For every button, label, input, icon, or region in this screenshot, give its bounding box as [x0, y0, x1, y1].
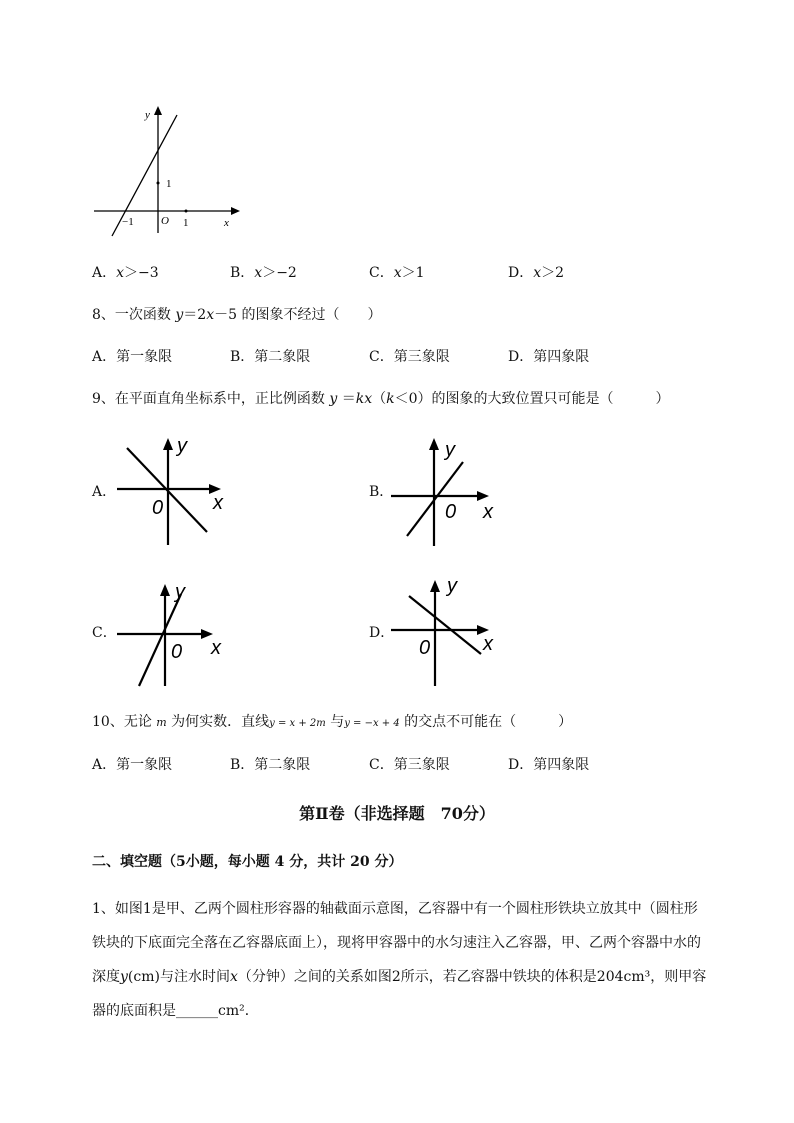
q7-option-b: B．x＞−2	[230, 265, 297, 281]
graph-b-x-label: x	[483, 501, 493, 523]
graph-c-y-arrow	[160, 584, 170, 596]
q10-option-b: B．第二象限	[230, 757, 311, 773]
q7-tick-x1	[185, 210, 188, 213]
graph-c-x-label: x	[211, 637, 221, 659]
graph-d-y-arrow	[430, 580, 440, 592]
q9-graph-d	[389, 574, 509, 690]
q9-option-d-label: D．	[369, 625, 395, 641]
q8-option-a: A．第一象限	[92, 349, 173, 365]
q9-graph-a	[115, 430, 235, 548]
problem-1-line-3: 深度y(cm)与注水时间x（分钟）之间的关系如图2所示，若乙容器中铁块的体积是204cm³，则甲容	[92, 969, 707, 985]
section-title: 第Ⅱ卷（非选择题 70分）	[299, 804, 495, 823]
problem-1-line-4: 器的底面积是______cm²．	[92, 1003, 259, 1019]
problem-1-text	[92, 892, 742, 1028]
graph-b-origin-label: 0	[445, 501, 457, 523]
graph-a-y-arrow	[163, 438, 173, 450]
q9-option-c-label: C．	[92, 625, 117, 641]
graph-d-y-label: y	[447, 575, 457, 597]
graph-c-y-label: y	[175, 581, 185, 603]
q8-option-d: D．第四象限	[508, 349, 590, 365]
graph-d-origin-label: 0	[419, 637, 431, 659]
q9-question: 9、在平面直角坐标系中，正比例函数 y ＝kx（k＜0）的图象的大致位置只可能是（ ）	[92, 391, 670, 407]
q10-option-d: D．第四象限	[508, 757, 590, 773]
q9-option-a-label: A．	[92, 484, 117, 500]
q8-question: 8、一次函数 y＝2x－5 的图象不经过（ ）	[92, 307, 382, 323]
q7-y-label: y	[145, 109, 150, 121]
graph-a-y-label: y	[177, 435, 187, 457]
graph-b-x-arrow	[477, 491, 489, 501]
q9-graph-c	[115, 578, 235, 690]
fill-in-heading: 二、填空题（5小题，每小题 4 分，共计 20 分）	[92, 854, 403, 870]
q10-option-a: A．第一象限	[92, 757, 173, 773]
graph-d-x-label: x	[483, 633, 493, 655]
q7-option-a: A．x＞−3	[92, 265, 159, 281]
q9-option-b-label: B．	[369, 484, 394, 500]
q7-x-arrow	[231, 207, 240, 215]
graph-c-origin-label: 0	[171, 641, 183, 663]
graph-c-function-line	[139, 594, 181, 686]
graph-a-origin-label: 0	[152, 497, 164, 519]
q10-option-c: C．第三象限	[369, 757, 450, 773]
q7-y-arrow	[154, 106, 162, 115]
q7-option-d: D．x＞2	[508, 265, 565, 281]
q9-graph-b	[389, 432, 499, 548]
q7-x-label: x	[224, 217, 229, 229]
q7-y1-label: 1	[166, 178, 172, 190]
graph-b-y-label: y	[445, 439, 455, 461]
q8-option-c: C．第三象限	[369, 349, 450, 365]
q7-option-c: C．x＞1	[369, 265, 425, 281]
q7-origin-label: O	[161, 215, 169, 227]
graph-a-x-label: x	[213, 492, 223, 514]
q7-tick-y1	[157, 182, 160, 185]
graph-b-y-arrow	[429, 438, 439, 450]
problem-1-line-2: 铁块的下底面完全落在乙容器底面上），现将甲容器中的水匀速注入乙容器，甲、乙两个容器中水的	[92, 935, 701, 951]
q7-neg1-label: −1	[122, 216, 134, 228]
q10-question: 10、无论 m 为何实数．直线y = x + 2m 与y = −x + 4 的交点不可能在（ ）	[92, 714, 573, 730]
q7-line-graph	[90, 103, 250, 238]
q8-option-b: B．第二象限	[230, 349, 311, 365]
problem-1-line-1: 1、如图1是甲、乙两个圆柱形容器的轴截面示意图，乙容器中有一个圆柱形铁块立放其中（圆柱形	[92, 901, 698, 917]
q7-x1-label: 1	[183, 217, 189, 229]
